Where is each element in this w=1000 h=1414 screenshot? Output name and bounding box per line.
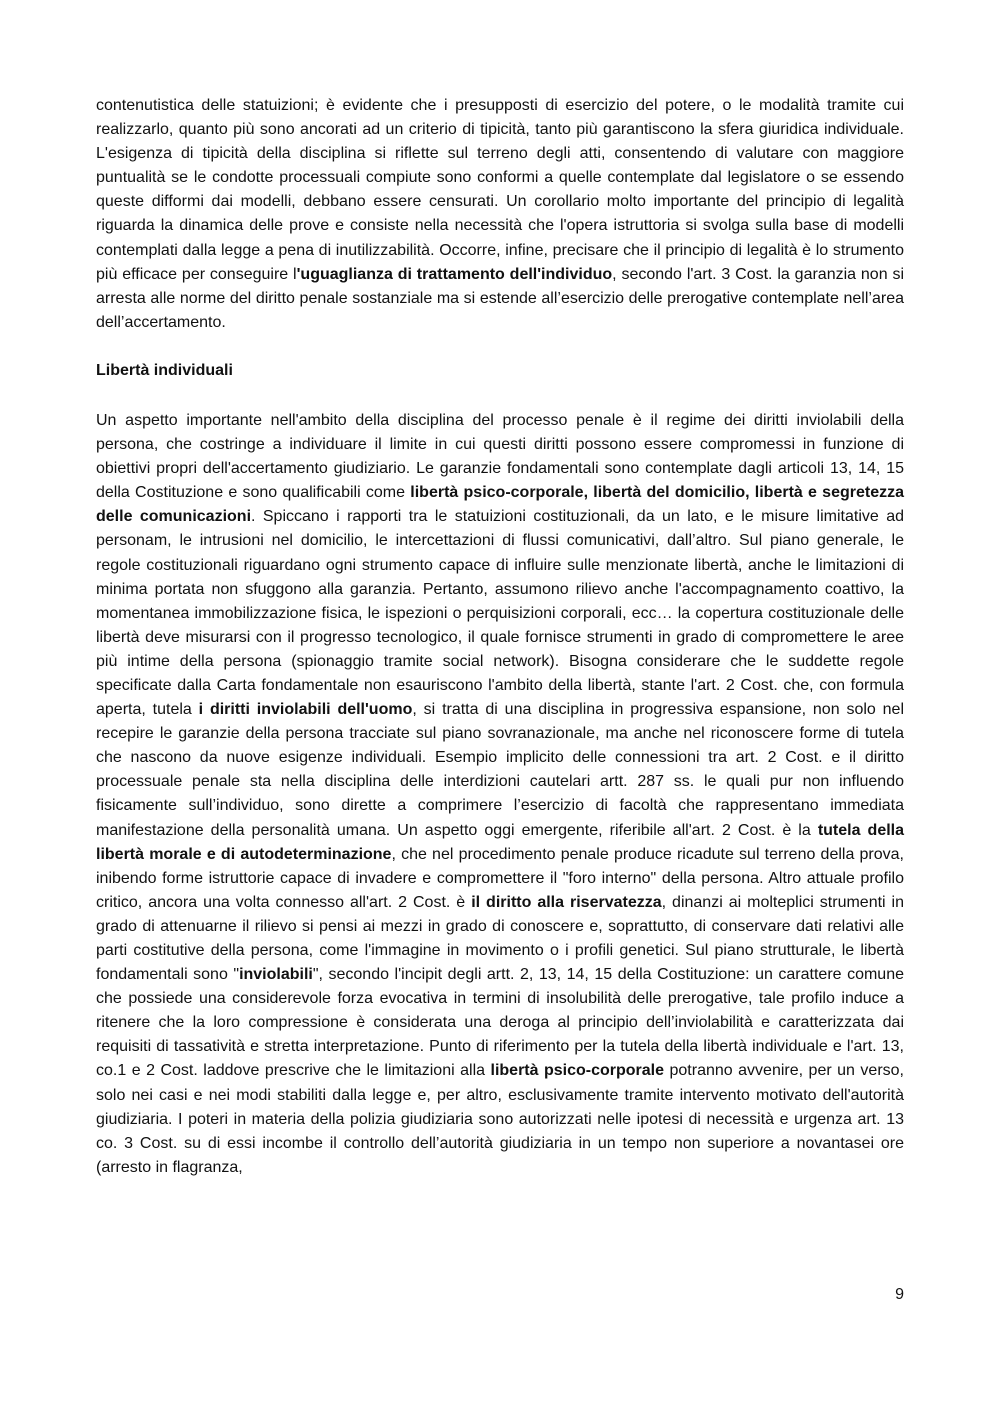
text-segment: Un aspetto importante nell'ambito della disciplina del processo penale è il regime dei diritti inviolabili della persona, che costringe a individuare il limite in cui questi diritti possono essere compromessi in funzione di obiettivi propri dell'accertamento giudiziario. Le garanzie fondamentali sono contemplate dagli articoli 13, 14, 15 della Costituzione e sono qualificabili come bbox=[96, 411, 904, 502]
bold-text-segment: libertà psico-corporale, libertà del domicilio, libertà e segretezza delle comunicazioni bbox=[96, 484, 904, 526]
bold-text-segment: inviolabili bbox=[239, 966, 313, 984]
bold-text-segment: il diritto alla riservatezza bbox=[471, 893, 662, 911]
text-segment: , dinanzi ai molteplici strumenti in grado di attenuarne il rilievo si pensi ai mezzi in grado di conoscere e, soprattutto, di conservare dati relativi alle parti costitutive della persona, come l'immagine in movimento o i profili genetici. Sul piano strutturale, le libertà fondamentali sono " bbox=[96, 893, 905, 984]
text-segment: . Spiccano i rapporti tra le statuizioni costituzionali, da un lato, e le misure limitative ad personam, le intrusioni nel domicilio, le intercettazioni di flussi comunicativi, dall’altro. Sul piano generale, le regole costituzionali riguardano ogni strumento capace di influire sulle menzionate libertà, anche le limitazioni di minima portata non sfuggono alla garanzia. Pertanto, assumono rilievo anche l'accompagnamento coattivo, la momentanea immobilizzazione fisica, le ispezioni o perquisizioni corporali, ecc… la copertura costituzionale delle libertà deve misurarsi con il progresso tecnologico, il quale fornisce strumenti in grado di compromettere le aree più intime della persona (spionaggio tramite social network). Bisogna considerare che le suddette regole specificate dalla Carta fondamentale non esauriscono l'ambito della libertà, stante l'art. 2 Cost. che, con formula aperta, tutela bbox=[96, 508, 905, 719]
page-number: 9 bbox=[895, 1286, 904, 1303]
text-segment: , si tratta di una disciplina in progressiva espansione, non solo nel recepire le garanzie della persona tracciate sul piano sovranazionale, ma anche nel riconoscere forme di tutela che nascono da nuove esigenze individuali. Esempio implicito delle connessioni tra art. 2 Cost. e il diritto processuale penale sta nella disciplina delle interdizioni cautelari artt. 287 ss. le quali pur non influendo fisicamente sull’individuo, sono dirette a comprimere l’esercizio di facoltà che rappresentano immediata manifestazione della personalità umana. Un aspetto oggi emergente, riferibile all'art. 2 Cost. è la bbox=[96, 701, 904, 839]
paragraph-legality bbox=[96, 94, 904, 335]
text-segment: contenutistica delle statuizioni; è evidente che i presupposti di esercizio del potere, o le modalità tramite cui realizzarlo, quanto più sono ancorati ad un criterio di tipicità, tanto più garantiscono la sfera giuridica individuale. L'esigenza di tipicità della disciplina si riflette sul terreno degli atti, consentendo di valutare con maggiore puntualità se le condotte processuali compiute sono conformi a quelle contemplate dal legislatore o se essendo queste difformi dai modelli, debbano essere censurati. Un corollario molto importante del principio di legalità riguarda la dinamica delle prove e consiste nella necessità che l'opera istruttoria si svolga sulla base di modelli contemplati dalla legge a pena di inutilizzabilità. Occorre, infine, precisare che il principio di legalità è lo strumento più efficace per conseguire l bbox=[96, 97, 904, 283]
bold-text-segment: i diritti inviolabili dell'uomo bbox=[198, 701, 413, 719]
document-page bbox=[96, 94, 904, 1180]
text-segment: ", secondo l'incipit degli artt. 2, 13, 14, 15 della Costituzione: un carattere comune che possiede una considerevole forza evocativa in termini di insolubilità delle prerogative, tale profilo induce a ritenere che la loro compressione è considerata una deroga al principio dell’inviolabilità e caratterizzata dai requisiti di tassatività e stretta interpretazione. Punto di riferimento per la tutela della libertà individuale e l'art. 13, co.1 e 2 Cost. laddove prescrive che le limitazioni alla bbox=[96, 966, 904, 1080]
bold-text-segment: tutela della libertà morale e di autodeterminazione bbox=[96, 821, 905, 863]
bold-text-segment: 'uguaglianza di trattamento dell'individuo bbox=[296, 265, 613, 283]
bold-text-segment: libertà psico-corporale bbox=[490, 1062, 665, 1080]
section-heading: Libertà individuali bbox=[96, 361, 233, 379]
text-segment: , che nel procedimento penale produce ricadute sul terreno della prova, inibendo forme istruttorie capace di invadere e compromettere il "foro interno" della persona. Altro attuale profilo critico, ancora una volta connesso all'art. 2 Cost. è bbox=[96, 845, 904, 911]
text-segment: , secondo l'art. 3 Cost. la garanzia non si arresta alle norme del diritto penale sostanziale ma si estende all’esercizio delle prerogative contemplate nell’area dell’accertamento. bbox=[96, 265, 905, 331]
text-segment: potranno avvenire, per un verso, solo nei casi e nei modi stabiliti dalla legge e, per altro, esclusivamente tramite intervento motivato dell'autorità giudiziaria. I poteri in materia della polizia giudiziaria sono autorizzati nelle ipotesi di necessità e urgenza art. 13 co. 3 Cost. su di essi incombe il controllo dell’autorità giudiziaria in un tempo non superiore a novantasei ore (arresto in flagranza, bbox=[96, 1062, 904, 1176]
paragraph-individual-freedoms bbox=[96, 409, 904, 1180]
